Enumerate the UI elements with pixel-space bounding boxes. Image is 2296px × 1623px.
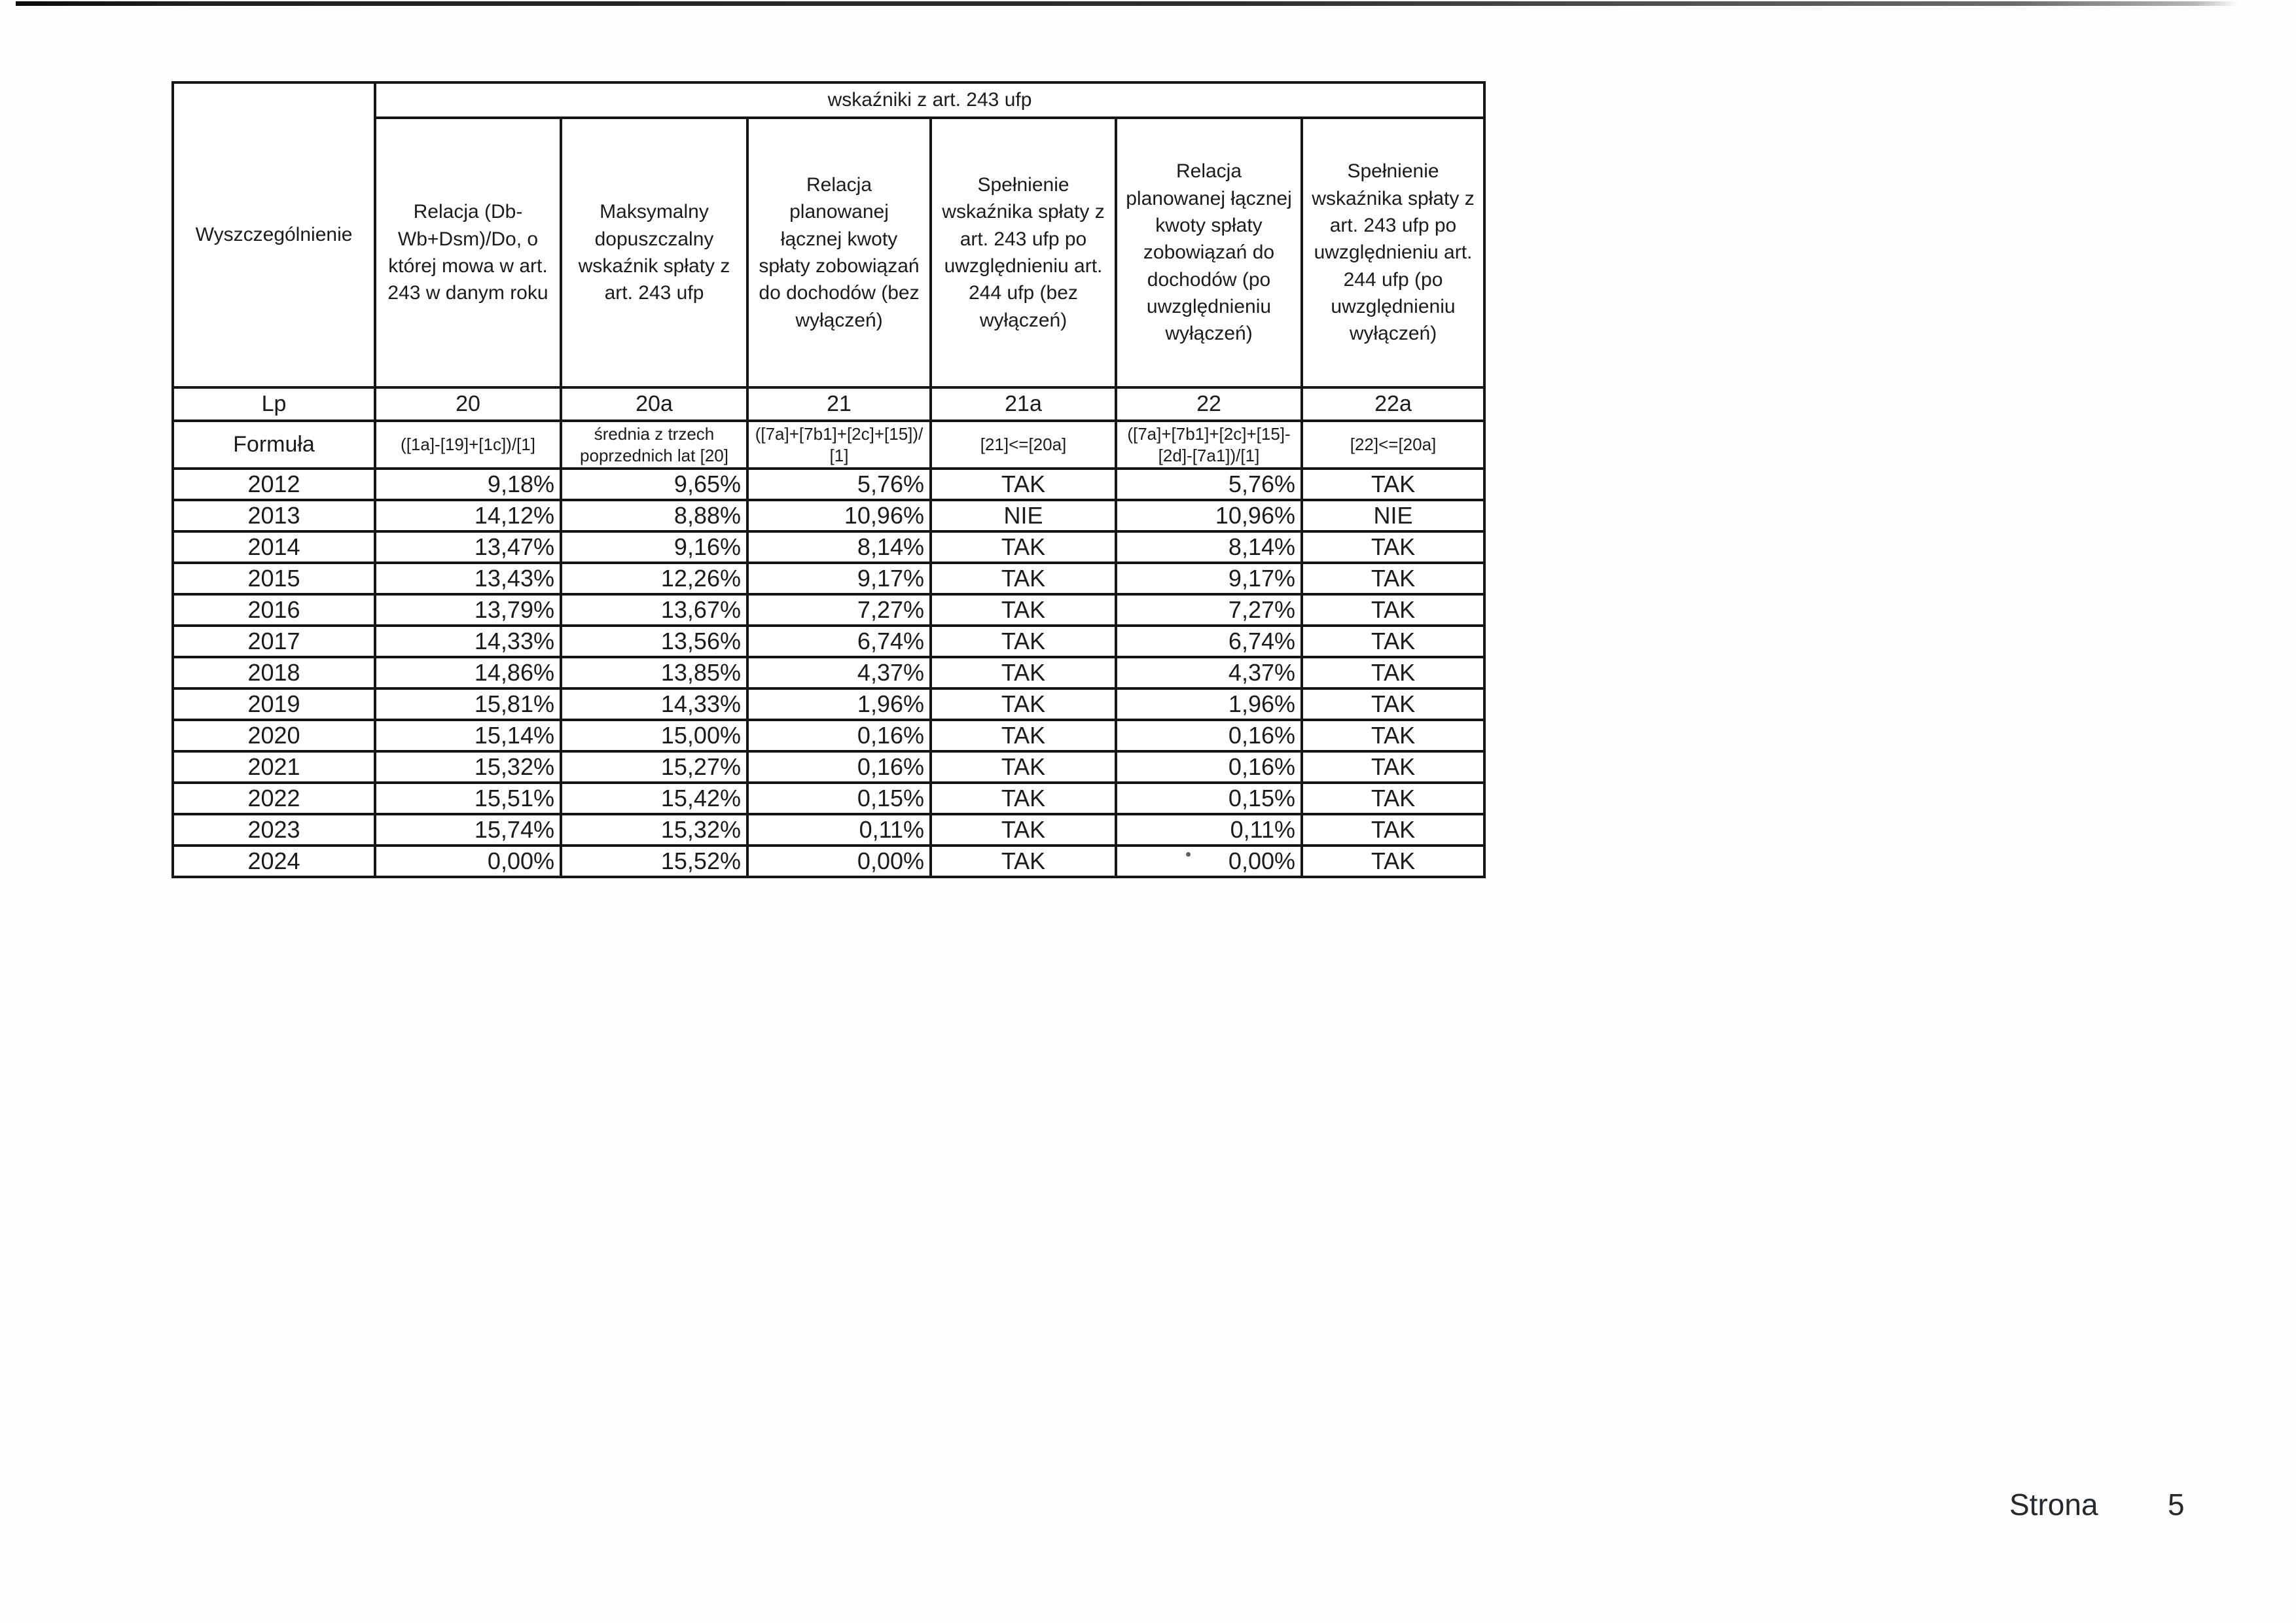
value-20-cell: 13,47% xyxy=(375,531,561,563)
value-20a-cell: 15,32% xyxy=(561,814,747,846)
lp-label-cell: Lp xyxy=(173,387,375,421)
year-cell: 2015 xyxy=(173,563,375,594)
value-22a-cell: TAK xyxy=(1302,657,1484,688)
table-row xyxy=(173,783,1484,814)
formula-20a-cell: średnia z trzech poprzednich lat [20] xyxy=(561,421,747,469)
value-20-cell: 14,12% xyxy=(375,500,561,531)
year-cell: 2024 xyxy=(173,846,375,877)
value-20-cell: 15,32% xyxy=(375,751,561,783)
value-22-cell: 0,15% xyxy=(1116,783,1302,814)
value-21-cell: 8,14% xyxy=(747,531,931,563)
value-21a-cell: TAK xyxy=(931,626,1116,657)
value-22-cell: 0,11% xyxy=(1116,814,1302,846)
formula-21a-cell: [21]<=[20a] xyxy=(931,421,1116,469)
page-number-value: 5 xyxy=(2168,1488,2185,1522)
page-number-label: Strona xyxy=(2009,1488,2098,1522)
header-col-21: Relacja planowanej łącznej kwoty spłaty zobowiązań do dochodów (bez wyłączeń) xyxy=(747,118,931,387)
header-col-22a: Spełnienie wskaźnika spłaty z art. 243 ufp po uwzględnieniu art. 244 ufp (po uwzględnieniu wyłączeń) xyxy=(1302,118,1484,387)
year-cell: 2016 xyxy=(173,594,375,626)
value-21-cell: 0,16% xyxy=(747,720,931,751)
formula-20-cell: ([1a]-[19]+[1c])/[1] xyxy=(375,421,561,469)
table-row xyxy=(173,846,1484,877)
value-21a-cell: TAK xyxy=(931,783,1116,814)
value-20-cell: 13,43% xyxy=(375,563,561,594)
value-22a-cell: TAK xyxy=(1302,626,1484,657)
year-cell: 2014 xyxy=(173,531,375,563)
value-20-cell: 15,81% xyxy=(375,688,561,720)
table-row xyxy=(173,814,1484,846)
value-20-cell: 13,79% xyxy=(375,594,561,626)
header-col-21a: Spełnienie wskaźnika spłaty z art. 243 ufp po uwzględnieniu art. 244 ufp (bez wyłączeń) xyxy=(931,118,1116,387)
value-20a-cell: 8,88% xyxy=(561,500,747,531)
formula-row xyxy=(173,421,1484,469)
table-row xyxy=(173,657,1484,688)
value-21a-cell: TAK xyxy=(931,751,1116,783)
value-20a-cell: 13,56% xyxy=(561,626,747,657)
scan-artifact-top-line xyxy=(16,1,2238,6)
table-row xyxy=(173,720,1484,751)
year-cell: 2020 xyxy=(173,720,375,751)
year-cell: 2021 xyxy=(173,751,375,783)
value-22-cell: 9,17% xyxy=(1116,563,1302,594)
value-20-cell: 9,18% xyxy=(375,469,561,500)
table-row xyxy=(173,751,1484,783)
value-21a-cell: TAK xyxy=(931,814,1116,846)
value-21-cell: 7,27% xyxy=(747,594,931,626)
value-20-cell: 14,33% xyxy=(375,626,561,657)
value-21-cell: 0,11% xyxy=(747,814,931,846)
header-wyszczegolnienie: Wyszczególnienie xyxy=(173,82,375,387)
lp-22-cell: 22 xyxy=(1116,387,1302,421)
value-22-cell: 0,16% xyxy=(1116,720,1302,751)
indicators-table-wrapper xyxy=(171,81,1486,878)
value-22-cell: 1,96% xyxy=(1116,688,1302,720)
value-22a-cell: TAK xyxy=(1302,531,1484,563)
value-20-cell: 15,14% xyxy=(375,720,561,751)
header-col-20a: Maksymalny dopuszczalny wskaźnik spłaty z art. 243 ufp xyxy=(561,118,747,387)
value-22a-cell: TAK xyxy=(1302,469,1484,500)
year-cell: 2022 xyxy=(173,783,375,814)
formula-22a-cell: [22]<=[20a] xyxy=(1302,421,1484,469)
value-20-cell: 15,74% xyxy=(375,814,561,846)
value-21-cell: 4,37% xyxy=(747,657,931,688)
value-21a-cell: TAK xyxy=(931,563,1116,594)
lp-20a-cell: 20a xyxy=(561,387,747,421)
value-21a-cell: TAK xyxy=(931,846,1116,877)
lp-21-cell: 21 xyxy=(747,387,931,421)
table-row xyxy=(173,563,1484,594)
value-20a-cell: 12,26% xyxy=(561,563,747,594)
value-20a-cell: 13,85% xyxy=(561,657,747,688)
value-20a-cell: 14,33% xyxy=(561,688,747,720)
year-cell: 2013 xyxy=(173,500,375,531)
value-20-cell: 15,51% xyxy=(375,783,561,814)
value-21a-cell: TAK xyxy=(931,720,1116,751)
year-cell: 2019 xyxy=(173,688,375,720)
value-22a-cell: TAK xyxy=(1302,751,1484,783)
lp-20-cell: 20 xyxy=(375,387,561,421)
value-20a-cell: 15,27% xyxy=(561,751,747,783)
table-row xyxy=(173,531,1484,563)
group-header-wskazniki: wskaźniki z art. 243 ufp xyxy=(375,82,1484,118)
table-row xyxy=(173,626,1484,657)
formula-21-cell: ([7a]+[7b1]+[2c]+[15])/ [1] xyxy=(747,421,931,469)
value-21-cell: 0,00% xyxy=(747,846,931,877)
value-21-cell: 10,96% xyxy=(747,500,931,531)
formula-22-cell: ([7a]+[7b1]+[2c]+[15]- [2d]-[7a1])/[1] xyxy=(1116,421,1302,469)
indicators-table xyxy=(171,81,1486,878)
year-cell: 2023 xyxy=(173,814,375,846)
year-cell: 2017 xyxy=(173,626,375,657)
value-21-cell: 5,76% xyxy=(747,469,931,500)
value-21-cell: 9,17% xyxy=(747,563,931,594)
value-21-cell: 0,15% xyxy=(747,783,931,814)
lp-22a-cell: 22a xyxy=(1302,387,1484,421)
table-row xyxy=(173,594,1484,626)
value-21a-cell: TAK xyxy=(931,594,1116,626)
value-20-cell: 0,00% xyxy=(375,846,561,877)
year-cell: 2018 xyxy=(173,657,375,688)
table-row xyxy=(173,469,1484,500)
value-22-cell: 0,16% xyxy=(1116,751,1302,783)
value-21a-cell: TAK xyxy=(931,688,1116,720)
value-22a-cell: TAK xyxy=(1302,846,1484,877)
value-22a-cell: TAK xyxy=(1302,720,1484,751)
value-22-cell: 10,96% xyxy=(1116,500,1302,531)
value-21a-cell: TAK xyxy=(931,469,1116,500)
value-22a-cell: TAK xyxy=(1302,563,1484,594)
value-22a-cell: TAK xyxy=(1302,594,1484,626)
table-row xyxy=(173,688,1484,720)
formula-label-cell: Formuła xyxy=(173,421,375,469)
value-20a-cell: 9,65% xyxy=(561,469,747,500)
value-21-cell: 1,96% xyxy=(747,688,931,720)
value-20a-cell: 15,00% xyxy=(561,720,747,751)
scan-artifact-dot xyxy=(1186,852,1191,857)
group-header-row xyxy=(173,82,1484,118)
lp-21a-cell: 21a xyxy=(931,387,1116,421)
value-22-cell: 8,14% xyxy=(1116,531,1302,563)
value-22a-cell: TAK xyxy=(1302,783,1484,814)
value-21a-cell: TAK xyxy=(931,657,1116,688)
value-20-cell: 14,86% xyxy=(375,657,561,688)
value-21a-cell: NIE xyxy=(931,500,1116,531)
value-21a-cell: TAK xyxy=(931,531,1116,563)
value-20a-cell: 13,67% xyxy=(561,594,747,626)
table-row xyxy=(173,500,1484,531)
value-22-cell: 4,37% xyxy=(1116,657,1302,688)
value-22a-cell: NIE xyxy=(1302,500,1484,531)
year-cell: 2012 xyxy=(173,469,375,500)
value-21-cell: 6,74% xyxy=(747,626,931,657)
value-22-cell: 6,74% xyxy=(1116,626,1302,657)
value-22-cell: 5,76% xyxy=(1116,469,1302,500)
header-col-20: Relacja (Db-Wb+Dsm)/Do, o której mowa w art. 243 w danym roku xyxy=(375,118,561,387)
header-col-22: Relacja planowanej łącznej kwoty spłaty zobowiązań do dochodów (po uwzględnieniu wyłączeń) xyxy=(1116,118,1302,387)
value-22a-cell: TAK xyxy=(1302,688,1484,720)
value-21-cell: 0,16% xyxy=(747,751,931,783)
value-22-cell: 0,00% xyxy=(1116,846,1302,877)
lp-row xyxy=(173,387,1484,421)
value-20a-cell: 15,42% xyxy=(561,783,747,814)
value-20a-cell: 9,16% xyxy=(561,531,747,563)
value-20a-cell: 15,52% xyxy=(561,846,747,877)
value-22a-cell: TAK xyxy=(1302,814,1484,846)
value-22-cell: 7,27% xyxy=(1116,594,1302,626)
